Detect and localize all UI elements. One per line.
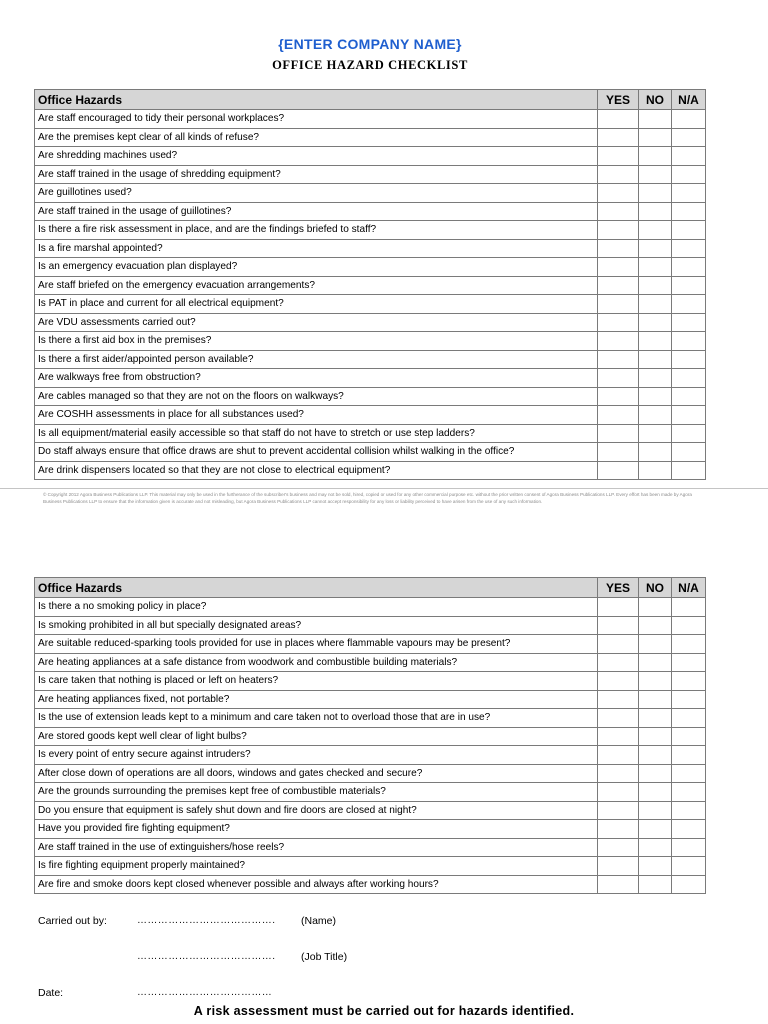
no-checkbox-cell[interactable] bbox=[639, 406, 672, 425]
no-checkbox-cell[interactable] bbox=[639, 875, 672, 894]
yes-checkbox-cell[interactable] bbox=[598, 184, 639, 203]
hazard-question: Is care taken that nothing is placed or left on heaters? bbox=[35, 672, 598, 691]
na-checkbox-cell[interactable] bbox=[672, 443, 706, 462]
na-checkbox-cell[interactable] bbox=[672, 350, 706, 369]
hazard-question: Are staff trained in the usage of shredding equipment? bbox=[35, 165, 598, 184]
no-checkbox-cell[interactable] bbox=[639, 202, 672, 221]
na-checkbox-cell[interactable] bbox=[672, 313, 706, 332]
no-checkbox-cell[interactable] bbox=[639, 110, 672, 129]
hazard-question: Is all equipment/material easily accessible so that staff do not have to stretch or use step ladders? bbox=[35, 424, 598, 443]
hazard-question: Are staff trained in the use of extinguishers/hose reels? bbox=[35, 838, 598, 857]
na-checkbox-cell[interactable] bbox=[672, 857, 706, 876]
hazard-question: Are COSHH assessments in place for all substances used? bbox=[35, 406, 598, 425]
hazard-row bbox=[35, 783, 706, 802]
no-checkbox-cell[interactable] bbox=[639, 332, 672, 351]
no-checkbox-cell[interactable] bbox=[639, 672, 672, 691]
yes-checkbox-cell[interactable] bbox=[598, 443, 639, 462]
hazard-question: Is there a first aider/appointed person available? bbox=[35, 350, 598, 369]
hazard-question: Do staff always ensure that office draws are shut to prevent accidental collision whilst walking in the office? bbox=[35, 443, 598, 462]
table-header-row bbox=[35, 90, 706, 110]
no-checkbox-cell[interactable] bbox=[639, 387, 672, 406]
na-checkbox-cell[interactable] bbox=[672, 616, 706, 635]
no-checkbox-cell[interactable] bbox=[639, 258, 672, 277]
na-checkbox-cell[interactable] bbox=[672, 369, 706, 388]
hazard-question: Is PAT in place and current for all electrical equipment? bbox=[35, 295, 598, 314]
hazard-row bbox=[35, 690, 706, 709]
company-name-placeholder: {ENTER COMPANY NAME} bbox=[278, 36, 462, 52]
hazard-table-2 bbox=[34, 577, 706, 894]
yes-checkbox-cell[interactable] bbox=[598, 801, 639, 820]
no-checkbox-cell[interactable] bbox=[639, 801, 672, 820]
yes-checkbox-cell[interactable] bbox=[598, 202, 639, 221]
header-yes: YES bbox=[598, 578, 639, 598]
hazard-question: Are guillotines used? bbox=[35, 184, 598, 203]
hazard-row bbox=[35, 276, 706, 295]
hazard-row bbox=[35, 653, 706, 672]
hazard-question: Are suitable reduced-sparking tools provided for use in places where flammable vapours may be present? bbox=[35, 635, 598, 654]
date-label: Date: bbox=[38, 987, 64, 999]
hazard-question: Is there a fire risk assessment in place, and are the findings briefed to staff? bbox=[35, 221, 598, 240]
page-divider bbox=[0, 488, 768, 489]
hazard-question: Is every point of entry secure against intruders? bbox=[35, 746, 598, 765]
hazard-row bbox=[35, 672, 706, 691]
hazard-row bbox=[35, 635, 706, 654]
na-checkbox-cell[interactable] bbox=[672, 295, 706, 314]
hazard-question: Are staff trained in the usage of guillotines? bbox=[35, 202, 598, 221]
copyright-notice: © Copyright 2012 Agora Business Publications LLP. This material may only be used in the furtherance of the subscriber's business and may not be sold, hired, copied or used for any other commercial purpose etc. without the prior written consent of Agora Business Publications LLP. Every effort has been made by Agora Business Publications LLP to ensure that the information given is accurate and not misleading, but Agora Business Publications LLP cannot accept responsibility for any loss or liability perceived to have arisen from the use of any such information. bbox=[43, 492, 692, 504]
hazard-question: Is fire fighting equipment properly maintained? bbox=[35, 857, 598, 876]
hazard-question: Is an emergency evacuation plan displayed? bbox=[35, 258, 598, 277]
carried-out-by-label: Carried out by: bbox=[38, 915, 107, 927]
hazard-row bbox=[35, 838, 706, 857]
hazard-question: Are the premises kept clear of all kinds of refuse? bbox=[35, 128, 598, 147]
no-checkbox-cell[interactable] bbox=[639, 783, 672, 802]
hazard-row bbox=[35, 616, 706, 635]
no-checkbox-cell[interactable] bbox=[639, 764, 672, 783]
yes-checkbox-cell[interactable] bbox=[598, 838, 639, 857]
yes-checkbox-cell[interactable] bbox=[598, 461, 639, 480]
no-checkbox-cell[interactable] bbox=[639, 221, 672, 240]
yes-checkbox-cell[interactable] bbox=[598, 258, 639, 277]
hazard-question: Are cables managed so that they are not on the floors on walkways? bbox=[35, 387, 598, 406]
header-office-hazards: Office Hazards bbox=[35, 578, 598, 598]
yes-checkbox-cell[interactable] bbox=[598, 221, 639, 240]
na-checkbox-cell[interactable] bbox=[672, 672, 706, 691]
no-checkbox-cell[interactable] bbox=[639, 295, 672, 314]
hazard-row bbox=[35, 727, 706, 746]
na-checkbox-cell[interactable] bbox=[672, 727, 706, 746]
hazard-row bbox=[35, 350, 706, 369]
hazard-row bbox=[35, 258, 706, 277]
no-checkbox-cell[interactable] bbox=[639, 128, 672, 147]
yes-checkbox-cell[interactable] bbox=[598, 239, 639, 258]
hazard-row bbox=[35, 746, 706, 765]
yes-checkbox-cell[interactable] bbox=[598, 857, 639, 876]
na-checkbox-cell[interactable] bbox=[672, 709, 706, 728]
yes-checkbox-cell[interactable] bbox=[598, 369, 639, 388]
hazard-row bbox=[35, 313, 706, 332]
no-checkbox-cell[interactable] bbox=[639, 424, 672, 443]
hazard-question: Is smoking prohibited in all but specially designated areas? bbox=[35, 616, 598, 635]
hazard-row bbox=[35, 128, 706, 147]
no-checkbox-cell[interactable] bbox=[639, 838, 672, 857]
hazard-question: Are shredding machines used? bbox=[35, 147, 598, 166]
na-checkbox-cell[interactable] bbox=[672, 110, 706, 129]
hazard-question: Is a fire marshal appointed? bbox=[35, 239, 598, 258]
job-title-hint: (Job Title) bbox=[301, 951, 348, 963]
no-checkbox-cell[interactable] bbox=[639, 147, 672, 166]
table-header-row bbox=[35, 578, 706, 598]
yes-checkbox-cell[interactable] bbox=[598, 147, 639, 166]
header-no: NO bbox=[639, 578, 672, 598]
hazard-question: Are heating appliances fixed, not portable? bbox=[35, 690, 598, 709]
hazard-row bbox=[35, 709, 706, 728]
yes-checkbox-cell[interactable] bbox=[598, 709, 639, 728]
no-checkbox-cell[interactable] bbox=[639, 857, 672, 876]
na-checkbox-cell[interactable] bbox=[672, 276, 706, 295]
na-checkbox-cell[interactable] bbox=[672, 598, 706, 617]
hazard-table-1 bbox=[34, 89, 706, 480]
yes-checkbox-cell[interactable] bbox=[598, 332, 639, 351]
hazard-row bbox=[35, 857, 706, 876]
no-checkbox-cell[interactable] bbox=[639, 653, 672, 672]
yes-checkbox-cell[interactable] bbox=[598, 820, 639, 839]
na-checkbox-cell[interactable] bbox=[672, 128, 706, 147]
yes-checkbox-cell[interactable] bbox=[598, 295, 639, 314]
hazard-row bbox=[35, 820, 706, 839]
name-field[interactable]: …………………………………. bbox=[137, 915, 276, 926]
no-checkbox-cell[interactable] bbox=[639, 443, 672, 462]
hazard-row bbox=[35, 165, 706, 184]
hazard-row bbox=[35, 147, 706, 166]
na-checkbox-cell[interactable] bbox=[672, 424, 706, 443]
hazard-row bbox=[35, 461, 706, 480]
hazard-row bbox=[35, 110, 706, 129]
risk-assessment-note: A risk assessment must be carried out for hazards identified. bbox=[193, 1004, 575, 1018]
hazard-question: Are stored goods kept well clear of light bulbs? bbox=[35, 727, 598, 746]
na-checkbox-cell[interactable] bbox=[672, 764, 706, 783]
yes-checkbox-cell[interactable] bbox=[598, 598, 639, 617]
hazard-question: Is there a no smoking policy in place? bbox=[35, 598, 598, 617]
document-title: OFFICE HAZARD CHECKLIST bbox=[272, 58, 468, 72]
hazard-question: Are VDU assessments carried out? bbox=[35, 313, 598, 332]
hazard-row bbox=[35, 764, 706, 783]
no-checkbox-cell[interactable] bbox=[639, 369, 672, 388]
no-checkbox-cell[interactable] bbox=[639, 616, 672, 635]
date-field[interactable]: ………………………………… bbox=[137, 987, 273, 998]
hazard-question: Have you provided fire fighting equipment? bbox=[35, 820, 598, 839]
yes-checkbox-cell[interactable] bbox=[598, 128, 639, 147]
yes-checkbox-cell[interactable] bbox=[598, 387, 639, 406]
na-checkbox-cell[interactable] bbox=[672, 406, 706, 425]
hazard-question: Is there a first aid box in the premises? bbox=[35, 332, 598, 351]
hazard-row bbox=[35, 875, 706, 894]
hazard-question: Are staff encouraged to tidy their personal workplaces? bbox=[35, 110, 598, 129]
na-checkbox-cell[interactable] bbox=[672, 332, 706, 351]
header-yes: YES bbox=[598, 90, 639, 110]
na-checkbox-cell[interactable] bbox=[672, 147, 706, 166]
hazard-row bbox=[35, 443, 706, 462]
name-hint: (Name) bbox=[301, 915, 337, 927]
no-checkbox-cell[interactable] bbox=[639, 165, 672, 184]
yes-checkbox-cell[interactable] bbox=[598, 616, 639, 635]
yes-checkbox-cell[interactable] bbox=[598, 875, 639, 894]
na-checkbox-cell[interactable] bbox=[672, 165, 706, 184]
yes-checkbox-cell[interactable] bbox=[598, 313, 639, 332]
na-checkbox-cell[interactable] bbox=[672, 258, 706, 277]
hazard-row bbox=[35, 801, 706, 820]
hazard-row bbox=[35, 406, 706, 425]
na-checkbox-cell[interactable] bbox=[672, 184, 706, 203]
hazard-row bbox=[35, 221, 706, 240]
hazard-question: Is the use of extension leads kept to a minimum and care taken not to overload those that are in use? bbox=[35, 709, 598, 728]
na-checkbox-cell[interactable] bbox=[672, 653, 706, 672]
no-checkbox-cell[interactable] bbox=[639, 598, 672, 617]
hazard-question: Are fire and smoke doors kept closed whenever possible and always after working hours? bbox=[35, 875, 598, 894]
hazard-question: Are the grounds surrounding the premises kept free of combustible materials? bbox=[35, 783, 598, 802]
na-checkbox-cell[interactable] bbox=[672, 635, 706, 654]
hazard-question: Are drink dispensers located so that they are not close to electrical equipment? bbox=[35, 461, 598, 480]
job-title-field[interactable]: …………………………………. bbox=[137, 951, 276, 962]
yes-checkbox-cell[interactable] bbox=[598, 746, 639, 765]
hazard-row bbox=[35, 387, 706, 406]
no-checkbox-cell[interactable] bbox=[639, 350, 672, 369]
yes-checkbox-cell[interactable] bbox=[598, 764, 639, 783]
yes-checkbox-cell[interactable] bbox=[598, 690, 639, 709]
na-checkbox-cell[interactable] bbox=[672, 461, 706, 480]
yes-checkbox-cell[interactable] bbox=[598, 635, 639, 654]
hazard-row bbox=[35, 202, 706, 221]
hazard-row bbox=[35, 295, 706, 314]
no-checkbox-cell[interactable] bbox=[639, 239, 672, 258]
no-checkbox-cell[interactable] bbox=[639, 690, 672, 709]
na-checkbox-cell[interactable] bbox=[672, 820, 706, 839]
hazard-question: After close down of operations are all doors, windows and gates checked and secure? bbox=[35, 764, 598, 783]
no-checkbox-cell[interactable] bbox=[639, 184, 672, 203]
header-na: N/A bbox=[672, 578, 706, 598]
na-checkbox-cell[interactable] bbox=[672, 875, 706, 894]
no-checkbox-cell[interactable] bbox=[639, 635, 672, 654]
na-checkbox-cell[interactable] bbox=[672, 838, 706, 857]
header-office-hazards: Office Hazards bbox=[35, 90, 598, 110]
hazard-row bbox=[35, 598, 706, 617]
no-checkbox-cell[interactable] bbox=[639, 820, 672, 839]
na-checkbox-cell[interactable] bbox=[672, 221, 706, 240]
yes-checkbox-cell[interactable] bbox=[598, 424, 639, 443]
na-checkbox-cell[interactable] bbox=[672, 783, 706, 802]
yes-checkbox-cell[interactable] bbox=[598, 783, 639, 802]
no-checkbox-cell[interactable] bbox=[639, 709, 672, 728]
hazard-question: Are heating appliances at a safe distance from woodwork and combustible building materials? bbox=[35, 653, 598, 672]
hazard-row bbox=[35, 239, 706, 258]
na-checkbox-cell[interactable] bbox=[672, 202, 706, 221]
hazard-question: Do you ensure that equipment is safely shut down and fire doors are closed at night? bbox=[35, 801, 598, 820]
hazard-row bbox=[35, 184, 706, 203]
yes-checkbox-cell[interactable] bbox=[598, 350, 639, 369]
hazard-row bbox=[35, 369, 706, 388]
no-checkbox-cell[interactable] bbox=[639, 276, 672, 295]
no-checkbox-cell[interactable] bbox=[639, 461, 672, 480]
header-na: N/A bbox=[672, 90, 706, 110]
hazard-row bbox=[35, 332, 706, 351]
na-checkbox-cell[interactable] bbox=[672, 690, 706, 709]
hazard-question: Are walkways free from obstruction? bbox=[35, 369, 598, 388]
na-checkbox-cell[interactable] bbox=[672, 239, 706, 258]
yes-checkbox-cell[interactable] bbox=[598, 110, 639, 129]
yes-checkbox-cell[interactable] bbox=[598, 406, 639, 425]
no-checkbox-cell[interactable] bbox=[639, 313, 672, 332]
no-checkbox-cell[interactable] bbox=[639, 746, 672, 765]
header-no: NO bbox=[639, 90, 672, 110]
na-checkbox-cell[interactable] bbox=[672, 746, 706, 765]
no-checkbox-cell[interactable] bbox=[639, 727, 672, 746]
yes-checkbox-cell[interactable] bbox=[598, 165, 639, 184]
yes-checkbox-cell[interactable] bbox=[598, 276, 639, 295]
na-checkbox-cell[interactable] bbox=[672, 801, 706, 820]
hazard-question: Are staff briefed on the emergency evacuation arrangements? bbox=[35, 276, 598, 295]
na-checkbox-cell[interactable] bbox=[672, 387, 706, 406]
yes-checkbox-cell[interactable] bbox=[598, 653, 639, 672]
yes-checkbox-cell[interactable] bbox=[598, 727, 639, 746]
yes-checkbox-cell[interactable] bbox=[598, 672, 639, 691]
hazard-row bbox=[35, 424, 706, 443]
